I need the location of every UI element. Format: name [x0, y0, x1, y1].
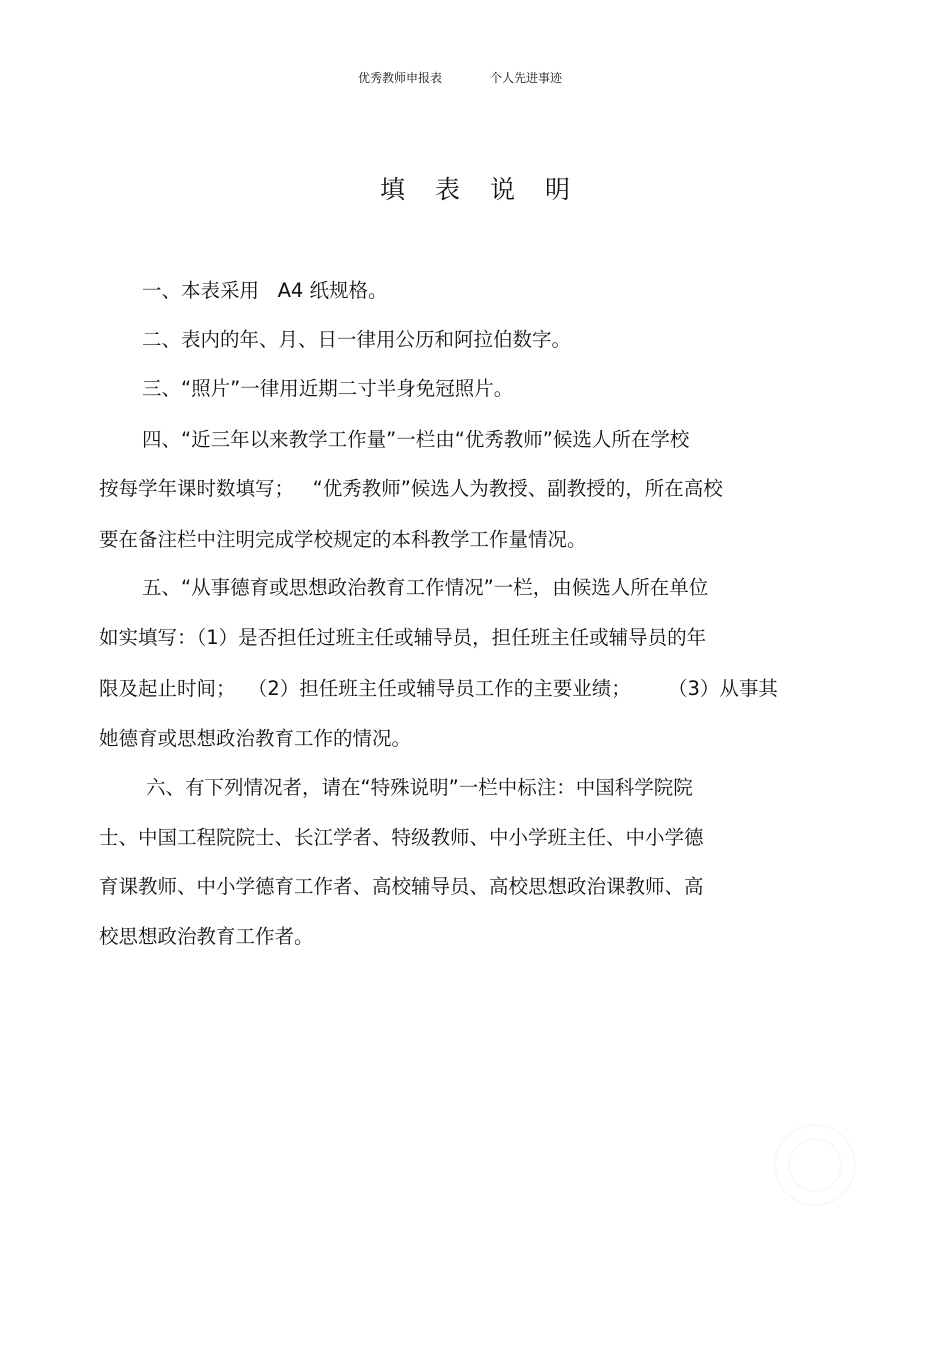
instruction-4-line-1: 四、“近三年以来教学工作量”一栏由“优秀教师”候选人所在学校 [142, 428, 690, 451]
instruction-5-line-2: 如实填写：（1）是否担任过班主任或辅导员，担任班主任或辅导员的年 [99, 626, 707, 649]
instruction-6-line-3: 育课教师、中小学德育工作者、高校辅导员、高校思想政治课教师、高 [99, 875, 704, 898]
watermark-graphic [770, 1120, 860, 1210]
header-form-title: 优秀教师申报表 [358, 71, 443, 85]
instruction-3: 三、“照片”一律用近期二寸半身免冠照片。 [142, 377, 514, 400]
instruction-6-line-2: 士、中国工程院院士、长江学者、特级教师、中小学班主任、中小学德 [99, 826, 704, 849]
instruction-5-line-4: 她德育或思想政治教育工作的情况。 [99, 727, 412, 750]
page-header [0, 68, 950, 88]
instruction-2: 二、表内的年、月、日一律用公历和阿拉伯数字。 [142, 328, 572, 351]
instruction-6-line-4: 校思想政治教育工作者。 [99, 925, 314, 948]
header-section-title: 个人先进事迹 [490, 71, 563, 85]
instruction-4-line-3: 要在备注栏中注明完成学校规定的本科教学工作量情况。 [99, 528, 587, 551]
document-title: 填表说明 [379, 175, 600, 204]
instruction-4-line-2: 按每学年课时数填写； “优秀教师”候选人为教授、副教授的，所在高校 [99, 477, 723, 500]
instruction-5-line-3: 限及起止时间； （2）担任班主任或辅导员工作的主要业绩； （3）从事其 [99, 677, 778, 700]
instruction-6-line-1: 六、有下列情况者，请在“特殊说明”一栏中标注：中国科学院院 [146, 776, 693, 799]
instruction-1: 一、本表采用 A4 纸规格。 [142, 279, 388, 302]
instruction-5-line-1: 五、“从事德育或思想政治教育工作情况”一栏，由候选人所在单位 [142, 576, 709, 599]
